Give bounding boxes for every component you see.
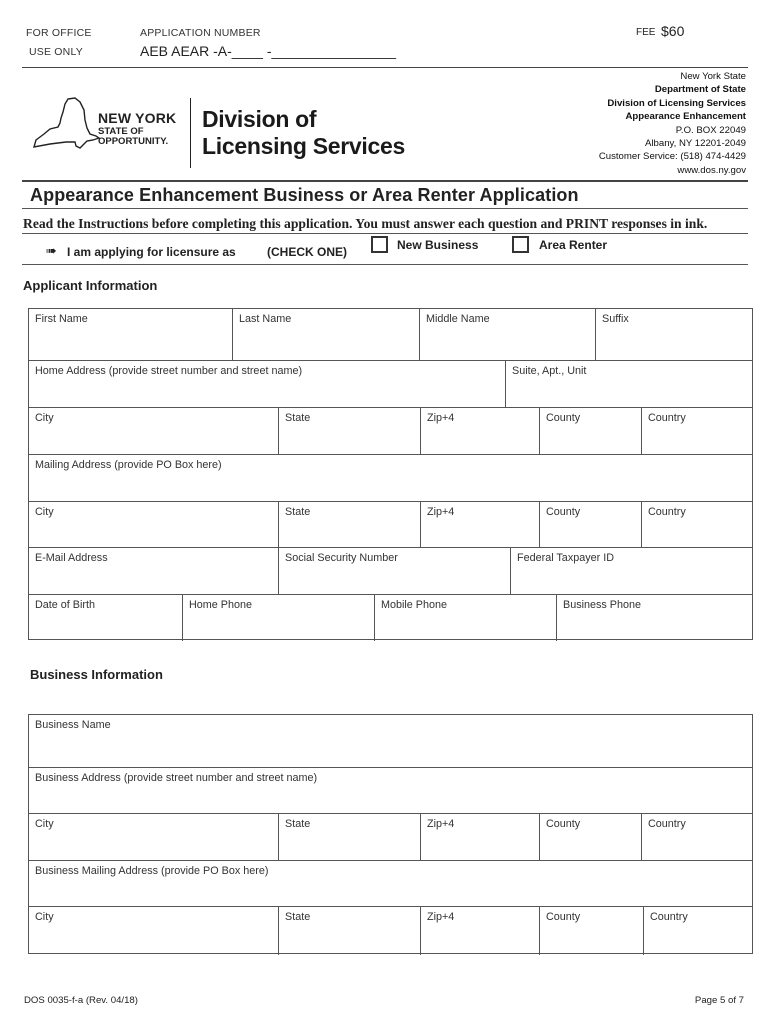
new-business-checkbox[interactable] xyxy=(371,236,388,253)
dob-field[interactable] xyxy=(29,595,182,641)
ssn-label: Social Security Number xyxy=(285,552,398,564)
mailing-county-label: County xyxy=(546,506,581,518)
business-mailing-city-label: City xyxy=(35,911,54,923)
office-use-label-2: USE ONLY xyxy=(29,46,83,58)
agency-po-box: P.O. BOX 22049 xyxy=(675,124,746,136)
agency-city: Albany, NY 12201-2049 xyxy=(645,138,746,150)
business-country-field[interactable] xyxy=(641,814,752,861)
suffix-label: Suffix xyxy=(602,313,629,325)
first-name-field[interactable] xyxy=(29,309,232,360)
home-phone-field[interactable] xyxy=(182,595,374,641)
logo-ny-line3: OPPORTUNITY. xyxy=(98,136,169,147)
mailing-address-field[interactable] xyxy=(29,455,752,502)
mailing-city-field[interactable] xyxy=(29,502,278,548)
home-address-row xyxy=(29,360,752,408)
state-field[interactable] xyxy=(278,408,420,455)
header-divider xyxy=(22,67,748,68)
business-mailing-label: Business Mailing Address (provide PO Box here) xyxy=(35,865,269,877)
business-mailing-county-field[interactable] xyxy=(539,907,643,955)
zip-field[interactable] xyxy=(420,408,539,455)
area-renter-checkbox[interactable] xyxy=(512,236,529,253)
business-city-field[interactable] xyxy=(29,814,278,861)
business-mailing-county-label: County xyxy=(546,911,581,923)
arrow-icon: ➠ xyxy=(46,243,57,258)
logo-ny-line2: STATE OF xyxy=(98,126,144,137)
suite-label: Suite, Apt., Unit xyxy=(512,365,587,377)
business-table xyxy=(28,714,753,954)
office-use-label-1: FOR OFFICE xyxy=(26,27,92,39)
agency-website: www.dos.ny.gov xyxy=(677,164,746,176)
zip-label: Zip+4 xyxy=(427,412,455,424)
agency-state: New York State xyxy=(680,71,746,82)
instructions-divider xyxy=(22,233,748,234)
last-name-label: Last Name xyxy=(239,313,292,325)
logo-division-line1: Division of xyxy=(202,106,317,132)
business-zip-field[interactable] xyxy=(420,814,539,861)
ssn-field[interactable] xyxy=(278,548,510,595)
business-mailing-field[interactable] xyxy=(29,861,752,907)
instructions: Read the Instructions before completing this application. You must answer each question and PRINT responses in ink. xyxy=(23,216,708,231)
new-business-label: New Business xyxy=(397,238,479,252)
business-mailing-state-label: State xyxy=(285,911,311,923)
logo-division-line2: Licensing Services xyxy=(202,133,405,159)
mailing-city-label: City xyxy=(35,506,54,518)
check-divider xyxy=(22,264,748,265)
mailing-country-field[interactable] xyxy=(641,502,752,548)
apply-label: I am applying for licensure as xyxy=(67,245,236,259)
agency-program: Appearance Enhancement xyxy=(625,111,746,123)
ftid-field[interactable] xyxy=(510,548,752,595)
page-number: Page 5 of 7 xyxy=(694,995,744,1006)
home-city-row xyxy=(29,407,752,455)
business-mailing-zip-field[interactable] xyxy=(420,907,539,955)
phone-row xyxy=(29,594,752,641)
mailing-zip-label: Zip+4 xyxy=(427,506,455,518)
ny-state-map-icon xyxy=(30,96,100,152)
logo-divider xyxy=(190,98,191,168)
fee-value: $60 xyxy=(661,23,685,39)
home-address-label: Home Address (provide street number and street name) xyxy=(35,365,303,377)
business-country-label: Country xyxy=(648,818,686,830)
business-phone-field[interactable] xyxy=(556,595,752,641)
business-address-row xyxy=(29,767,752,814)
mailing-county-field[interactable] xyxy=(539,502,641,548)
country-label: Country xyxy=(648,412,686,424)
agency-division: Division of Licensing Services xyxy=(607,97,746,109)
identity-row xyxy=(29,547,752,595)
page-title: Appearance Enhancement Business or Area Renter Application xyxy=(30,185,579,205)
suffix-field[interactable] xyxy=(595,309,752,360)
middle-name-field[interactable] xyxy=(419,309,595,360)
business-city-row xyxy=(29,813,752,861)
county-label: County xyxy=(546,412,581,424)
country-field[interactable] xyxy=(641,408,752,455)
fee-label: FEE xyxy=(636,27,656,38)
suite-field[interactable] xyxy=(505,361,752,408)
business-city-label: City xyxy=(35,818,54,830)
business-name-row xyxy=(29,715,752,767)
business-state-field[interactable] xyxy=(278,814,420,861)
business-mailing-country-label: Country xyxy=(650,911,688,923)
business-name-field[interactable] xyxy=(29,715,752,767)
mailing-city-row xyxy=(29,501,752,548)
email-label: E-Mail Address xyxy=(35,552,108,564)
mailing-country-label: Country xyxy=(648,506,686,518)
business-mailing-state-field[interactable] xyxy=(278,907,420,955)
check-one-label: (CHECK ONE) xyxy=(267,245,347,259)
last-name-field[interactable] xyxy=(232,309,419,360)
business-mailing-city-row xyxy=(29,906,752,955)
business-phone-label: Business Phone xyxy=(563,599,642,611)
mailing-address-label: Mailing Address (provide PO Box here) xyxy=(35,459,222,471)
title-bottom-divider xyxy=(22,208,748,209)
applicant-table xyxy=(28,308,753,640)
applicant-heading: Applicant Information xyxy=(23,278,158,293)
business-state-label: State xyxy=(285,818,311,830)
business-mailing-row xyxy=(29,860,752,907)
business-mailing-country-field[interactable] xyxy=(643,907,752,955)
name-row xyxy=(29,309,752,360)
business-name-label: Business Name xyxy=(35,719,111,731)
business-mailing-city-field[interactable] xyxy=(29,907,278,955)
agency-department: Department of State xyxy=(654,84,746,96)
city-field[interactable] xyxy=(29,408,278,455)
application-number-value: AEB AEAR -A-____ -________________ xyxy=(140,43,397,59)
ftid-label: Federal Taxpayer ID xyxy=(517,552,615,564)
state-label: State xyxy=(285,412,311,424)
business-address-label: Business Address (provide street number and street name) xyxy=(35,772,318,784)
mobile-phone-field[interactable] xyxy=(374,595,556,641)
business-mailing-zip-label: Zip+4 xyxy=(427,911,455,923)
mailing-state-field[interactable] xyxy=(278,502,420,548)
county-field[interactable] xyxy=(539,408,641,455)
dob-label: Date of Birth xyxy=(35,599,96,611)
title-top-divider xyxy=(22,180,748,182)
application-number-label: APPLICATION NUMBER xyxy=(140,27,261,39)
form-id: DOS 0035-f-a (Rev. 04/18) xyxy=(24,995,138,1006)
email-field[interactable] xyxy=(29,548,278,595)
business-county-field[interactable] xyxy=(539,814,641,861)
mobile-phone-label: Mobile Phone xyxy=(381,599,448,611)
agency-address xyxy=(599,70,746,177)
city-label: City xyxy=(35,412,54,424)
first-name-label: First Name xyxy=(35,313,88,325)
home-address-field[interactable] xyxy=(29,361,505,408)
area-renter-label: Area Renter xyxy=(539,238,608,252)
mailing-zip-field[interactable] xyxy=(420,502,539,548)
middle-name-label: Middle Name xyxy=(426,313,490,325)
home-phone-label: Home Phone xyxy=(189,599,253,611)
mailing-address-row xyxy=(29,454,752,502)
mailing-state-label: State xyxy=(285,506,311,518)
agency-phone: Customer Service: (518) 474-4429 xyxy=(598,151,746,163)
business-county-label: County xyxy=(546,818,581,830)
business-heading: Business Information xyxy=(30,667,163,682)
business-address-field[interactable] xyxy=(29,768,752,814)
business-zip-label: Zip+4 xyxy=(427,818,455,830)
logo-ny-line1: NEW YORK xyxy=(98,110,177,126)
